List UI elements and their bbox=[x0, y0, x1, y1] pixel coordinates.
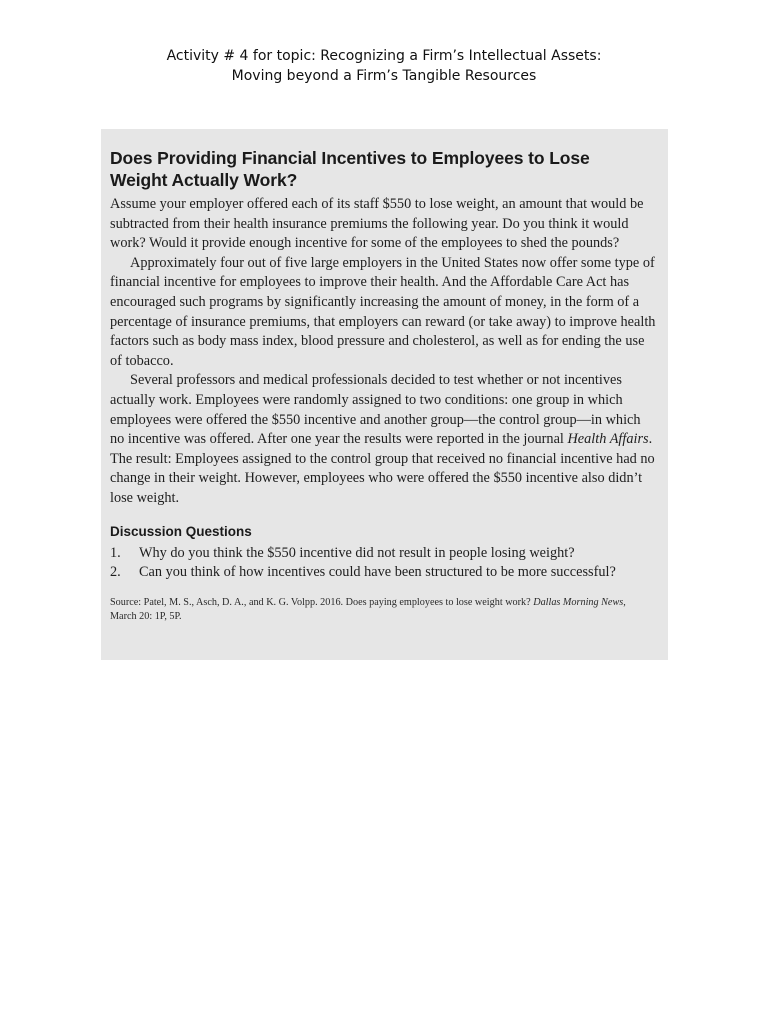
case-title bbox=[110, 147, 657, 191]
case-paragraph-3-part-2: . The result: Employees assigned to the control group that received no financial incentive had no change in their weight. However, employees who were offered the $550 incentive also didn’t lose weight. bbox=[110, 431, 655, 506]
case-paragraph-2: Approximately four out of five large employers in the United States now offer some type of financial incentive for employees to improve their health. And the Affordable Care Act has encouraged such programs by significantly increasing the amount of money, in the form of a percentage of insurance premiums, that employers can reward (or take away) to improve health factors such as body mass index, blood pressure and cholesterol, as well as for ending the use of tobacco. bbox=[110, 254, 656, 369]
question-text: Why do you think the $550 incentive did not result in people losing weight? bbox=[139, 544, 575, 561]
case-title-line-1: Does Providing Financial Incentives to Employees to Lose bbox=[110, 148, 590, 168]
question-number: 1. bbox=[110, 544, 121, 561]
discussion-question bbox=[110, 563, 657, 583]
case-title-line-2: Weight Actually Work? bbox=[110, 170, 298, 190]
page-header bbox=[0, 46, 768, 86]
header-line-1: Activity # 4 for topic: Recognizing a Firm’s Intellectual Assets: bbox=[166, 48, 602, 64]
case-study-box bbox=[101, 129, 668, 660]
discussion-question bbox=[110, 544, 657, 564]
source-citation bbox=[110, 596, 657, 625]
question-number: 2. bbox=[110, 564, 121, 581]
source-part-2: , March 20: 1P, 5P. bbox=[110, 596, 626, 623]
journal-name: Health Affairs bbox=[567, 431, 649, 448]
discussion-question-list bbox=[110, 544, 657, 583]
header-line-2: Moving beyond a Firm’s Tangible Resources bbox=[231, 68, 537, 84]
case-body bbox=[110, 195, 657, 509]
source-publication: Dallas Morning News bbox=[533, 596, 624, 608]
case-paragraph-3 bbox=[110, 371, 657, 508]
source-part-1: Source: Patel, M. S., Asch, D. A., and K. G. Volpp. 2016. Does paying employees to lose weight work? bbox=[110, 596, 534, 608]
question-text: Can you think of how incentives could have been structured to be more successful? bbox=[139, 564, 616, 581]
case-paragraph-3-part-1: Several professors and medical professionals decided to test whether or not incentives actually work. Employees were randomly assigned to two conditions: one group in which employees were offered the $550 incentive and another group—the control group—in which no incentive was offered. After one year the results were reported in the journal bbox=[110, 372, 641, 448]
case-paragraph-1: Assume your employer offered each of its staff $550 to lose weight, an amount that would be subtracted from their health insurance premiums the following year. Do you think it would work? Would it provide enough incentive for some of the employees to shed the pounds? bbox=[110, 196, 644, 252]
discussion-heading: Discussion Questions bbox=[110, 523, 252, 539]
